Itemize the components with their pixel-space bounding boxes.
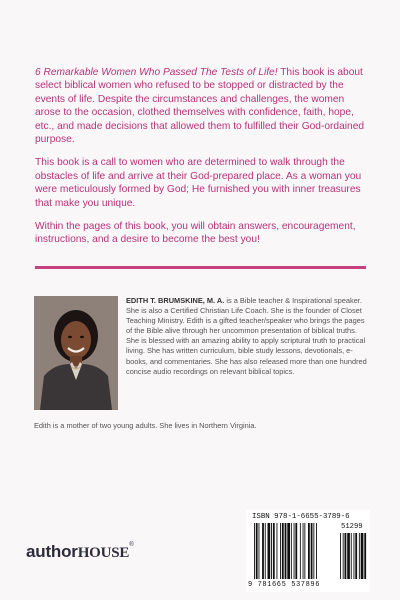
isbn-addon-number: 51299	[341, 523, 363, 531]
author-portrait-icon	[34, 296, 118, 410]
author-photo	[34, 296, 118, 410]
registered-mark: ®	[129, 542, 134, 548]
blurb-paragraph-1	[35, 66, 368, 146]
isbn-number: 9 781665 537896	[248, 581, 321, 589]
book-blurb	[35, 66, 368, 257]
blurb-paragraph-2: This book is a call to women who are determined to walk through the obstacles of life and arrive at their God-prepared place. As a woman you were meticulously formed by God; He furnished you with inner treasures that make you unique.	[35, 157, 362, 209]
author-bio-text: is a Bible teacher & Inspirational speaker. She is also a Certified Christian Life Coach. She is the founder of Closet Teaching Ministry. Edith is a gifted teacher/speaker who brings the pages of the Bible alive through her uncommon presentation of biblical truths. She is blessed with an amazing ability to apply scriptural truth to practical living. She has written curriculum, bible study lessons, devotionals, e-books, and commentaries. She has also released more than one hundred concise audio recordings on relevant biblical topics.	[126, 296, 367, 376]
isbn-barcode-icon	[246, 510, 370, 592]
blurb-p1-text: This book is about select biblical women who refused to be stopped or distracted by the events of life. Despite the circumstances and challenges, the women arose to the occasion, clothed themselves with confidence, faith, hope, etc., and made decisions that allowed them to fulfilled their God-ordained purpose.	[35, 67, 365, 146]
author-bio	[126, 296, 369, 377]
blurb-lead: 6 Remarkable Women Who Passed The Tests of Life!	[35, 67, 278, 78]
publisher-logo-author: author	[26, 542, 78, 561]
publisher-logo	[26, 542, 133, 562]
blurb-paragraph-3: Within the pages of this book, you will obtain answers, encouragement, instructions, and a desire to become the best you!	[35, 221, 356, 246]
publisher-logo-house: HOUSE	[77, 545, 130, 561]
divider-rule	[35, 266, 366, 269]
author-bio-extra: Edith is a mother of two young adults. She lives in Northern Virginia.	[34, 421, 257, 430]
isbn-label: ISBN 978-1-6655-3789-6	[252, 513, 350, 521]
author-name: EDITH T. BRUMSKINE, M. A.	[126, 296, 225, 305]
barcode-panel	[246, 510, 370, 592]
